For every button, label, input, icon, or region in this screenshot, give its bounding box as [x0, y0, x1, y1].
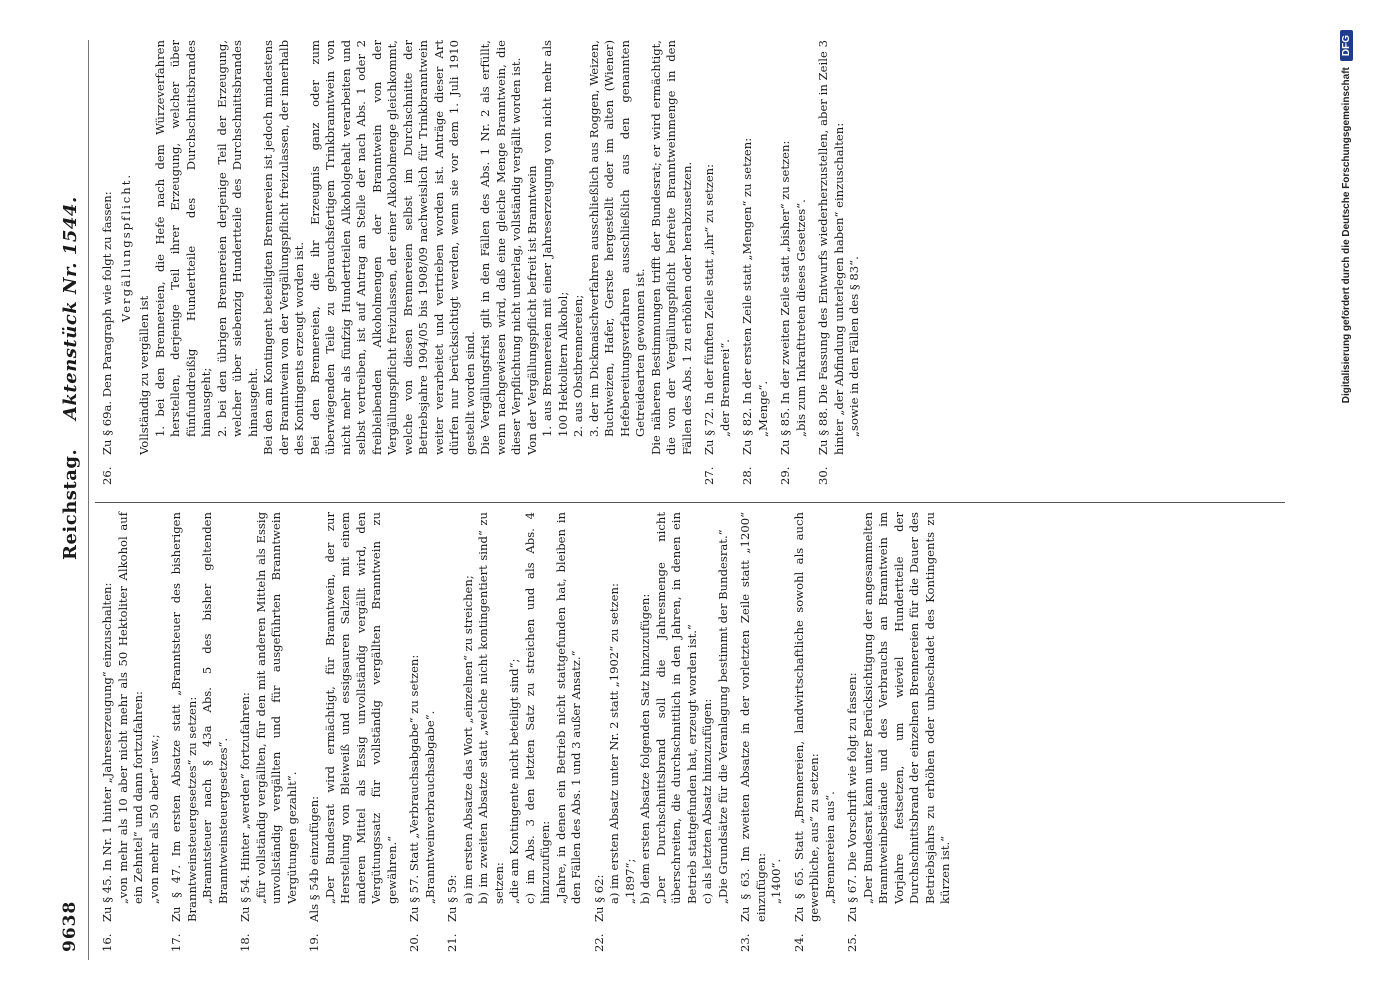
article-item	[792, 512, 839, 952]
article-line: Vergällungspflicht.	[118, 172, 133, 323]
article-number: 20.	[407, 933, 421, 952]
article-line: Zu § 47. Im ersten Absatze statt „Branntsteuer des bisherigen Branntweinsteuergesetzes“ zu setzen:	[169, 512, 199, 922]
article-number: 21.	[445, 933, 459, 952]
article-line: „Jahre, in denen ein Betrieb nicht stattgefunden hat, bleiben in den Fällen des Abs. 1 und 3 außer Ansatz.“	[553, 512, 583, 904]
article-line: a) im ersten Absatze das Wort „einzelnen“ zu streichen;	[460, 575, 475, 904]
article-line: 2. aus Obstbrennereien;	[571, 294, 585, 437]
article-line: Bei den Brennereien, die ihr Erzeugnis ganz oder zum überwiegenden Teile zu gebrauchsfertigem Trinkbranntwein von nicht mehr als fünfzig Hundertteilen Alkoholgehalt verarbeiten und selbst vertreiben, ist auf Antrag an Stelle der nach Abs. 1 oder 2 freibleibenden Alkoholmengen der Branntwein von der Vergällungspflicht freizulassen, der einer Alkoholmenge gleichkommt, welche von diesen Brennereien selbst im Durchschnitte der Betriebsjahre 1904/05 bis 1908/09 nachweislich für Trinkbranntwein weiter verarbeitet und vertrieben worden ist. Anträge dieser Art dürfen nur berücksichtigt werden, wenn sie vor dem 1. Juli 1910 gestellt worden sind.	[307, 40, 477, 455]
article-item	[845, 512, 954, 952]
article-line: Zu § 85. In der zweiten Zeile statt „bisher“ zu setzen:	[778, 140, 792, 455]
article-item	[445, 512, 585, 952]
article-body	[702, 40, 733, 455]
article-line: „Menge“.	[755, 380, 770, 437]
article-line: Zu § 62:	[591, 874, 606, 922]
header-title: Reichstag.	[60, 448, 81, 560]
article-number: 29.	[778, 466, 792, 485]
article-line: „von mehr als 50 aber“ usw.;	[146, 734, 161, 904]
article-item	[169, 512, 231, 952]
header-subtitle: Aktenstück Nr. 1544.	[60, 196, 81, 420]
article-line: „bis zum Inkrafttreten dieses Gesetzes“.	[793, 199, 808, 437]
article-line: „von mehr als 10 aber nicht mehr als 50 Hektoliter Alkohol auf ein Zehntel“ und dann fortzufahren:	[115, 512, 145, 904]
article-number: 28.	[740, 466, 754, 485]
article-body	[100, 512, 162, 922]
column-divider	[95, 502, 1285, 503]
article-line: „Branntsteuer nach § 43a Abs. 5 des bisher geltenden Branntweinsteuergesetzes“.	[200, 512, 230, 904]
article-body	[845, 512, 954, 922]
article-item	[100, 40, 695, 485]
left-column	[100, 512, 961, 952]
article-item	[738, 512, 785, 952]
article-line: Zu § 63. Im zweiten Absatze in der vorletzten Zeile statt „1200“ einzufügen:	[738, 512, 768, 922]
dfg-credit-text: Digitalisierung gefördert durch die Deutsche Forschungsgemeinschaft	[1341, 67, 1352, 404]
article-body	[407, 512, 438, 922]
article-line: „1400“.	[769, 858, 783, 904]
article-body	[592, 512, 732, 922]
article-item	[100, 512, 162, 952]
article-body	[816, 40, 863, 455]
article-line: „Der Durchschnittsbrand soll die Jahresmenge nicht überschreiten, die durchschnittlich in den Jahren, in denen ein Betrieb stattgefunden hat, erzeugt worden ist.“	[653, 512, 699, 904]
article-number: 23.	[738, 933, 752, 952]
header-rule	[88, 40, 89, 960]
article-body	[740, 40, 771, 455]
article-number: 16.	[100, 933, 114, 952]
article-line: „Der Bundesrat kann unter Berücksichtigung der angesammelten Branntweinbestände und des Verbrauchs an Branntwein im Vorjahre festsetzen, um wieviel Hundertteile der Durchschnittsbrand der einzelnen Brennereien für die Dauer des Betriebsjahrs zu erhöhen oder unbeschadet des Kontingents zu kürzen ist.“	[860, 512, 952, 904]
article-line: „Branntweinverbrauchsabgabe“.	[422, 710, 437, 904]
article-number: 17.	[169, 933, 183, 952]
article-line: Zu § 65. Statt „Brennereien, landwirtschaftliche sowohl als auch gewerbliche, aus“ zu setzen:	[791, 512, 821, 922]
article-line: 1. bei den Brennereien, die Hefe nach dem Würzeverfahren herstellen, derjenige Teil ihrer Erzeugung, welcher über fünfunddreißig Hundertteile des Durchschnittsbrandes hinausgeht;	[152, 40, 213, 437]
dfg-logo-badge: DFG	[1340, 30, 1353, 61]
article-number: 26.	[100, 466, 114, 485]
article-number: 22.	[591, 933, 606, 952]
article-line: 3. der im Dickmaischverfahren ausschließlich aus Roggen, Weizen, Buchweizen, Hafer, Gerste hergestellt oder im alten (Wiener) Hefebereitungsverfahren ausschließlich aus den genannten Getreidearten gewonnen ist.	[586, 40, 647, 437]
article-item	[816, 40, 863, 485]
article-item	[307, 512, 400, 952]
article-number: 27.	[702, 466, 716, 485]
article-item	[407, 512, 438, 952]
article-line: „Der Bundesrat wird ermächtigt, für Branntwein, der zur Herstellung von Bleiweiß und essigsauren Salzen mit einem anderen Mittel als Essig unvollständig vergällt wird, den Vergütungssatz für vollständig vergällten Branntwein zu gewähren.“	[322, 512, 399, 904]
article-item	[702, 40, 733, 485]
article-body	[100, 40, 695, 455]
article-line: „Brennereien aus“.	[822, 791, 837, 904]
page-header	[0, 0, 81, 1000]
article-line: Zu § 69a. Den Paragraph wie folgt zu fassen:	[100, 191, 114, 455]
right-column	[100, 40, 870, 485]
article-line: Bei den am Kontingent beteiligten Brennereien ist jedoch mindestens der Branntwein von der Vergällungspflicht freizulassen, der innerhalb des Kontingents erzeugt worden ist.	[261, 40, 306, 455]
article-body	[792, 512, 839, 922]
article-line: Die Vergällungsfrist gilt in den Fällen des Abs. 1 Nr. 2 als erfüllt, wenn nachgewiesen wird, daß eine gleiche Menge Branntwein, die dieser Verpflichtung nicht unterlag, vollständig vergällt worden ist.	[478, 40, 523, 455]
article-body	[238, 512, 300, 922]
article-line: Zu § 72. In der fünften Zeile statt „ihr“ zu setzen:	[702, 163, 716, 455]
article-line: b) dem ersten Absatze folgenden Satz hinzuzufügen:	[638, 593, 652, 904]
article-line: „die am Kontingente nicht beteiligt sind“;	[507, 658, 521, 904]
article-line: Zu § 45. In Nr. 1 hinter „Jahreserzeugung“ einzuschalten:	[100, 582, 114, 922]
article-line: 1. aus Brennereien mit einer Jahreserzeugung von nicht mehr als 100 Hektolitern Alkohol;	[540, 40, 570, 437]
article-line: „1897“;	[622, 858, 637, 904]
article-body	[169, 512, 231, 922]
article-line: Zu § 57. Statt „Verbrauchsabgabe“ zu setzen:	[407, 654, 421, 922]
article-line: a) im ersten Absatz unter Nr. 2 statt „1902“ zu setzen:	[607, 583, 621, 904]
article-line: Vollständig zu vergällen ist	[137, 295, 151, 455]
article-line: „Die Grundsätze für die Veranlagung bestimmt der Bundesrat.“	[715, 529, 730, 904]
article-line: 2. bei den übrigen Brennereien derjenige Teil der Erzeugung, welcher über siebenzig Hundertteile des Durchschnittsbrandes hinausgeht.	[214, 40, 260, 437]
article-body	[445, 512, 585, 922]
article-item	[778, 40, 809, 485]
article-line: Zu § 82. In der ersten Zeile statt „Mengen“ zu setzen:	[740, 137, 754, 455]
article-line: Zu § 54. Hinter „werden“ fortzufahren:	[238, 692, 252, 922]
page-number: 9638	[60, 900, 80, 952]
article-body	[738, 512, 785, 922]
article-number: 25.	[845, 933, 859, 952]
article-item	[592, 512, 732, 952]
article-line: Zu § 67. Die Vorschrift wie folgt zu fassen:	[845, 672, 859, 922]
article-line: Als § 54b einzufügen:	[307, 795, 321, 922]
article-line: Von der Vergällungspflicht befreit ist Branntwein	[524, 165, 539, 455]
article-line: b) im zweiten Absatze statt „welche nicht kontingentiert sind“ zu setzen:	[476, 512, 506, 904]
article-number: 24.	[791, 933, 806, 952]
article-number: 18.	[238, 933, 252, 952]
article-line: Die näheren Bestimmungen trifft der Bundesrat; er wird ermächtigt, die von der Vergällungspflicht befreite Branntweinmenge in den Fällen des Abs. 1 zu erhöhen oder herabzusetzen.	[648, 40, 694, 455]
article-line: „sowie in den Fällen des § 83“.	[847, 256, 861, 437]
article-line: „für vollständig vergällten, für den mit anderen Mitteln als Essig unvollständig vergällten und für ausgeführten Branntwein Vergütungen gezahlt“.	[253, 512, 299, 904]
article-line: c) im Abs. 3 den letzten Satz zu streichen und als Abs. 4 hinzuzufügen:	[522, 512, 552, 904]
article-number: 30.	[816, 466, 830, 485]
article-line: Zu § 88. Die Fassung des Entwurfs wiederherzustellen, aber in Zeile 3 hinter „der Abfindung unterlegen haben“ einzuschalten:	[816, 40, 846, 455]
article-line: „der Brennerei“.	[717, 339, 732, 437]
article-line: Zu § 59:	[445, 874, 459, 922]
article-item	[740, 40, 771, 485]
article-line: c) als letzten Absatz hinzuzufügen:	[700, 698, 714, 904]
article-item	[238, 512, 300, 952]
dfg-credit	[1340, 30, 1353, 970]
article-number: 19.	[307, 933, 321, 952]
article-body	[778, 40, 809, 455]
article-body	[307, 512, 400, 922]
